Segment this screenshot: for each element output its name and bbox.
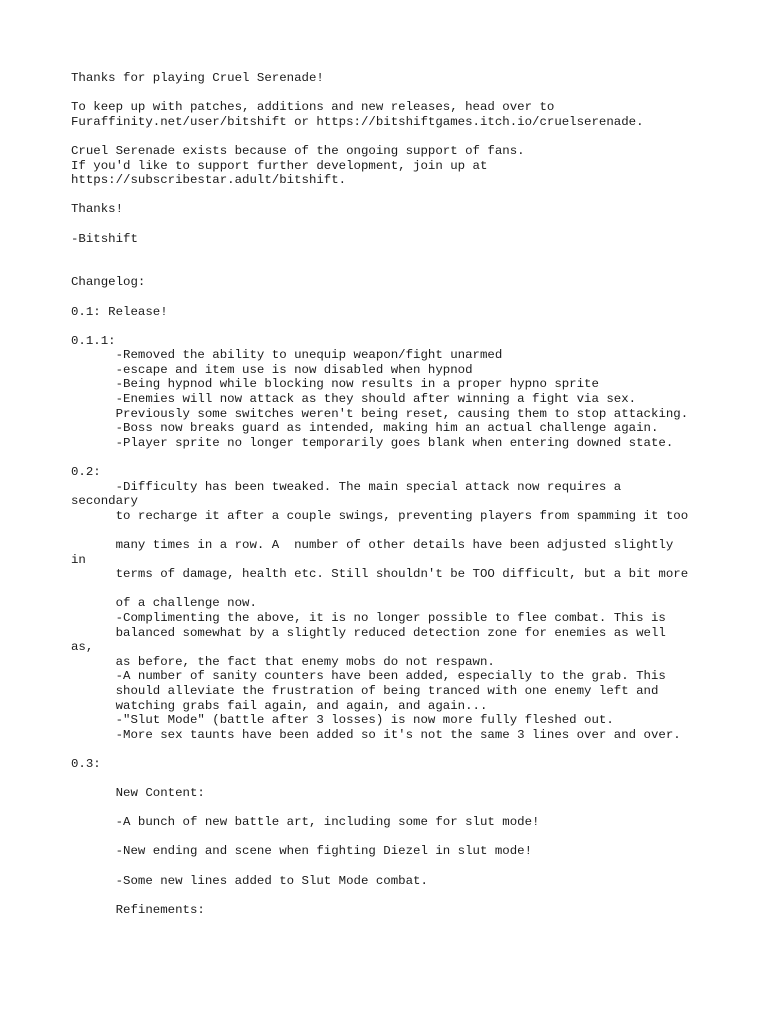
text-line: 0.3:: [71, 756, 101, 771]
text-line: https://subscribestar.adult/bitshift.: [71, 173, 347, 188]
text-line: balanced somewhat by a slightly reduced detection zone for enemies as well: [71, 625, 666, 640]
text-line: -Boss now breaks guard as intended, making him an actual challenge again.: [71, 421, 659, 436]
text-line: -Some new lines added to Slut Mode combat.: [71, 873, 428, 888]
text-line: should alleviate the frustration of being tranced with one enemy left and: [71, 683, 659, 698]
text-line: Previously some switches weren't being reset, causing them to stop attacking.: [71, 406, 689, 421]
text-line: Thanks for playing Cruel Serenade!: [71, 71, 324, 85]
document-text: [71, 71, 731, 917]
text-line: watching grabs fail again, and again, and again...: [71, 698, 488, 713]
text-line: [71, 450, 731, 465]
text-line: [71, 888, 731, 903]
text-line: [71, 290, 731, 305]
text-line: [71, 859, 731, 874]
text-line: secondary: [71, 494, 138, 509]
text-line: [71, 801, 731, 816]
text-line: Furaffinity.net/user/bitshift or https://bitshiftgames.itch.io/cruelserenade.: [71, 114, 644, 129]
text-line: -Complimenting the above, it is no longer possible to flee combat. This is: [71, 610, 666, 625]
text-line: [71, 86, 731, 101]
text-line: [71, 188, 731, 203]
text-line: -More sex taunts have been added so it's not the same 3 lines over and over.: [71, 727, 681, 742]
text-line: -Bitshift: [71, 231, 138, 246]
text-line: Refinements:: [71, 902, 205, 917]
text-line: -New ending and scene when fighting Diezel in slut mode!: [71, 844, 533, 859]
text-line: 0.1.1:: [71, 333, 116, 348]
text-line: many times in a row. A number of other details have been adjusted slightly: [71, 538, 674, 552]
text-line: in: [71, 552, 86, 567]
text-line: [71, 523, 731, 538]
text-line: as before, the fact that enemy mobs do not respawn.: [71, 654, 495, 669]
text-line: terms of damage, health etc. Still shouldn't be TOO difficult, but a bit more: [71, 567, 689, 582]
text-line: To keep up with patches, additions and new releases, head over to: [71, 100, 555, 115]
text-line: -Being hypnod while blocking now results in a proper hypno sprite: [71, 377, 599, 392]
text-line: 0.2:: [71, 465, 101, 480]
text-line: -Enemies will now attack as they should after winning a fight via sex.: [71, 392, 637, 407]
text-line: -Removed the ability to unequip weapon/fight unarmed: [71, 348, 503, 363]
text-line: [71, 246, 731, 261]
text-line: -escape and item use is now disabled when hypnod: [71, 362, 473, 377]
text-line: to recharge it after a couple swings, preventing players from spamming it too: [71, 508, 689, 523]
text-line: -"Slut Mode" (battle after 3 losses) is now more fully fleshed out.: [71, 713, 614, 728]
text-line: [71, 742, 731, 757]
text-line: [71, 830, 731, 845]
text-line: Cruel Serenade exists because of the ongoing support of fans.: [71, 143, 525, 158]
text-line: If you'd like to support further development, join up at: [71, 158, 488, 173]
text-line: -Difficulty has been tweaked. The main special attack now requires a: [71, 479, 622, 494]
text-line: -Player sprite no longer temporarily goes blank when entering downed state.: [71, 435, 674, 450]
text-line: [71, 772, 731, 787]
text-line: [71, 319, 731, 334]
text-line: New Content:: [71, 786, 205, 801]
text-line: -A bunch of new battle art, including some for slut mode!: [71, 815, 540, 830]
text-line: [71, 217, 731, 232]
text-line: [71, 129, 731, 144]
text-line: Thanks!: [71, 202, 124, 217]
text-line: 0.1: Release!: [71, 304, 168, 319]
text-line: -A number of sanity counters have been added, especially to the grab. This: [71, 669, 666, 684]
text-line: Changelog:: [71, 275, 146, 290]
text-line: [71, 582, 731, 597]
text-line: as,: [71, 640, 94, 655]
text-line: of a challenge now.: [71, 596, 257, 611]
text-line: [71, 261, 731, 276]
